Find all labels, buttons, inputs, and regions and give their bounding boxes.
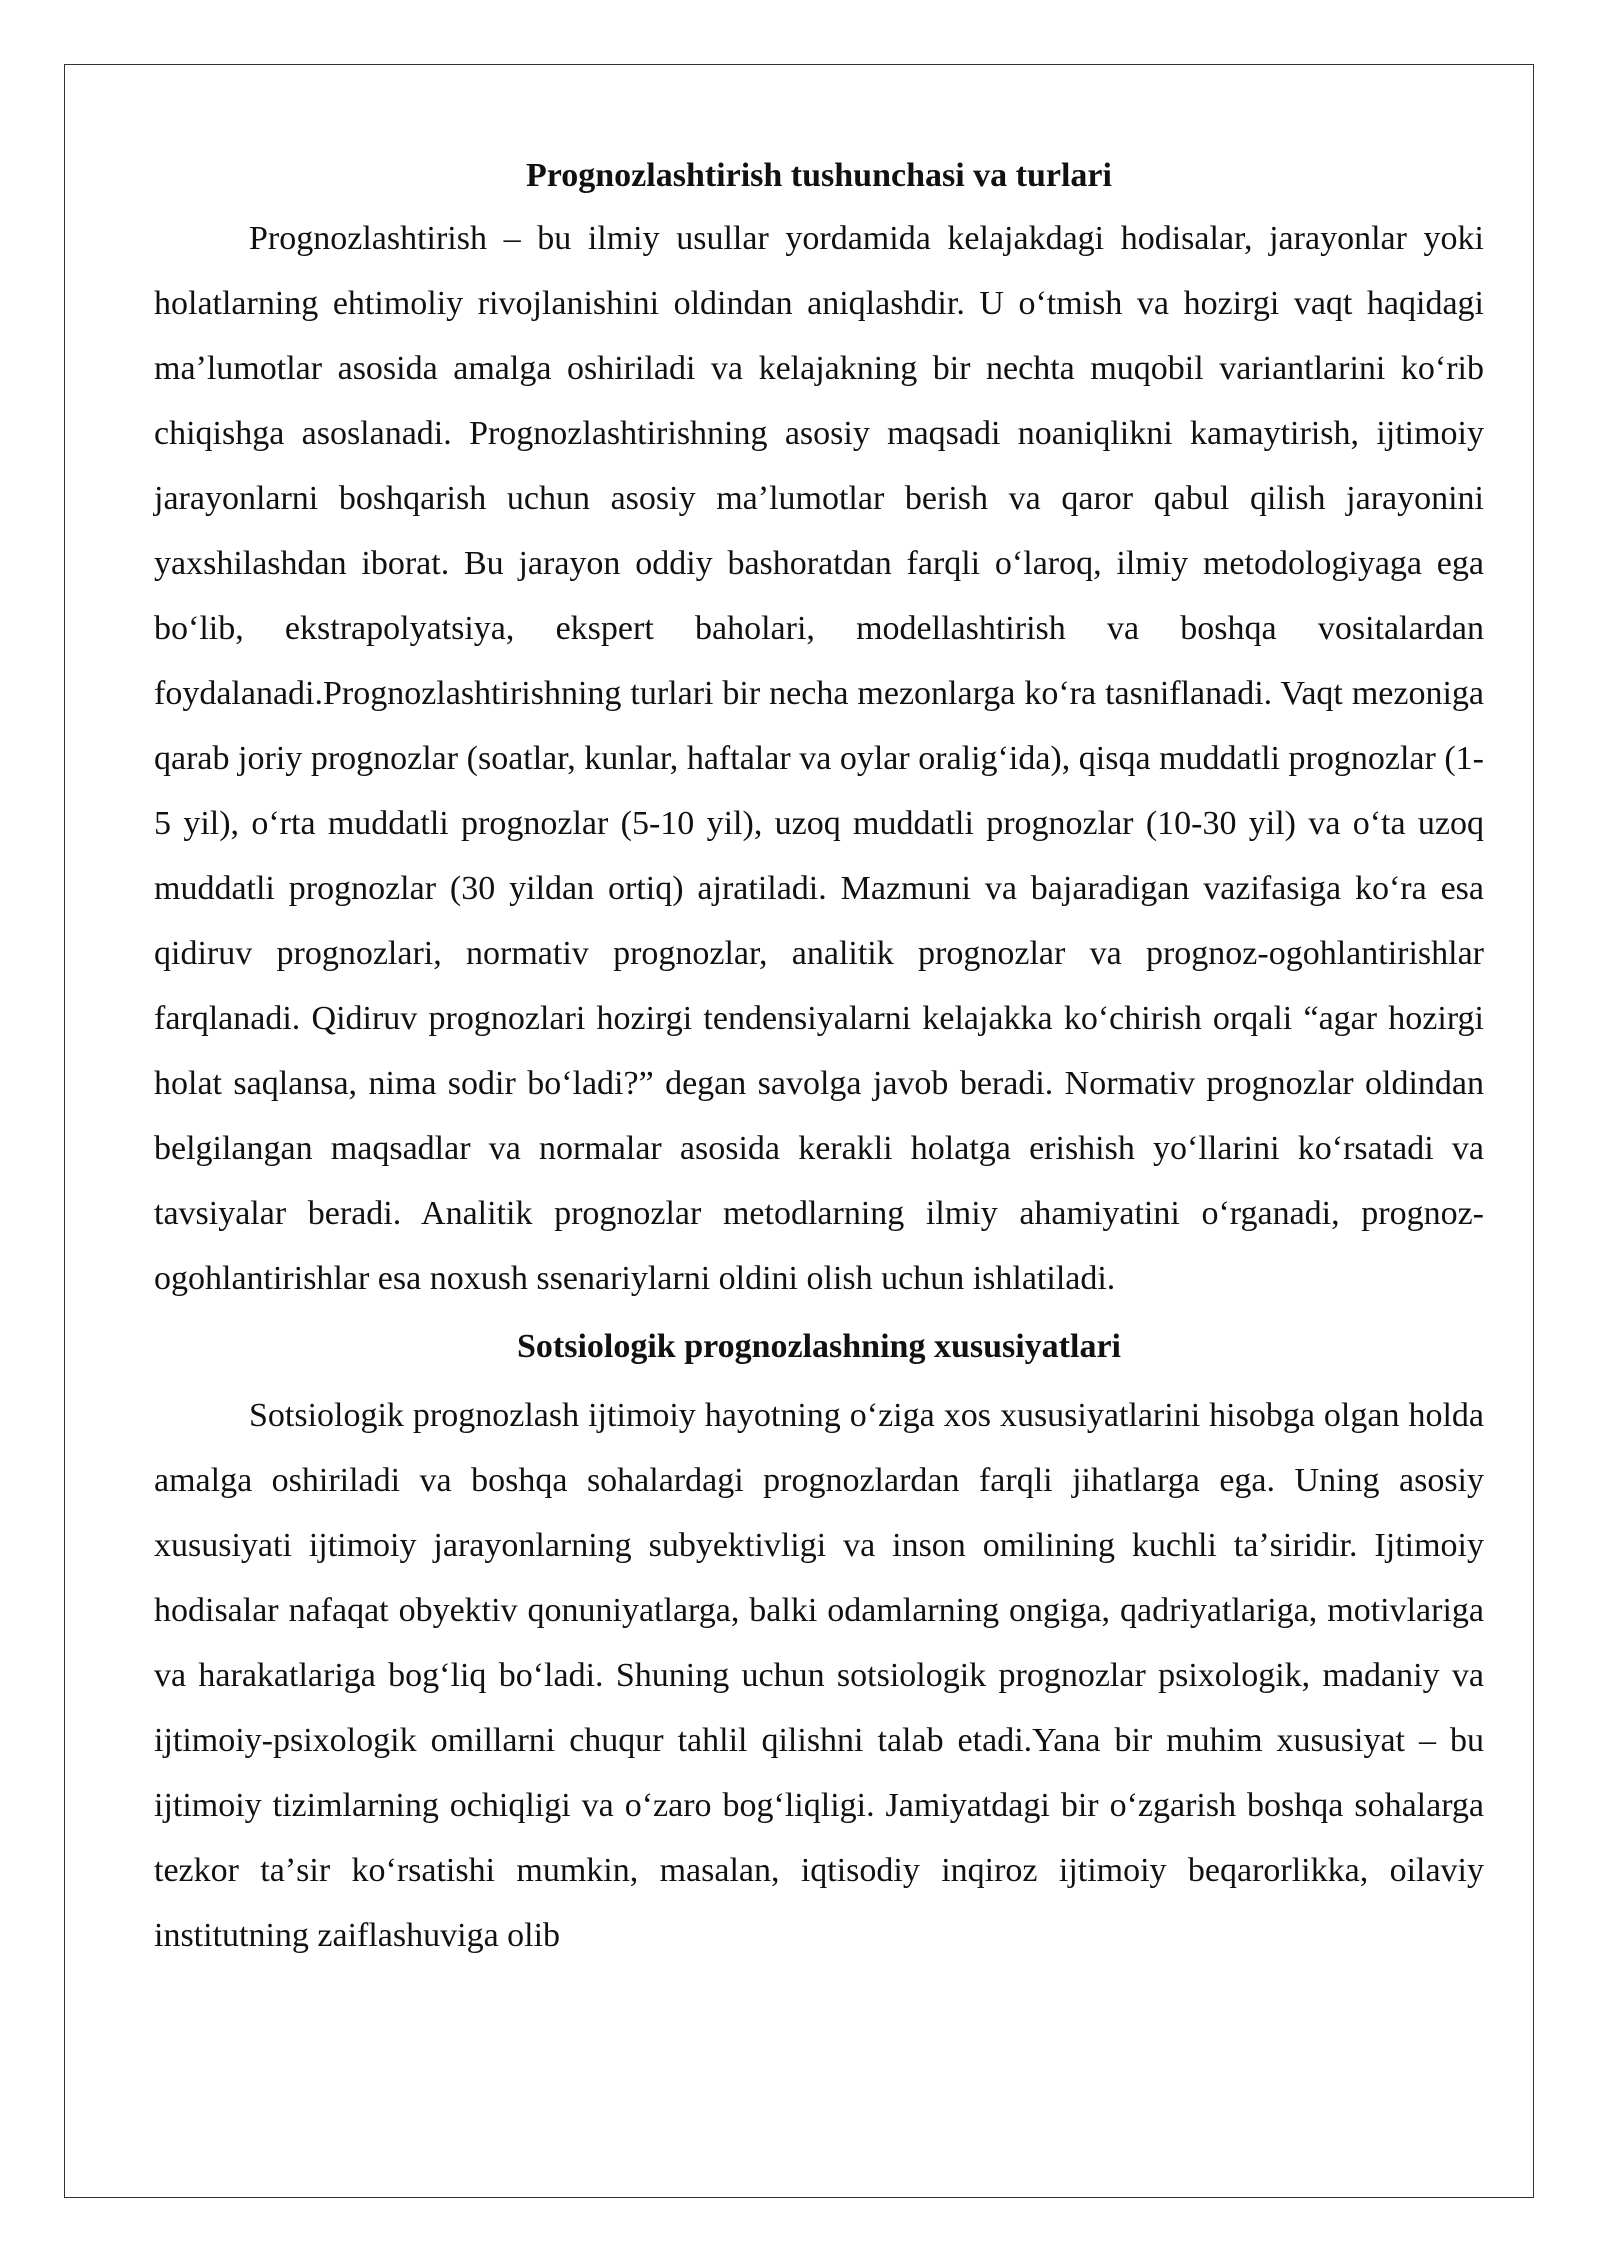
paragraph-sociological: Sotsiologik prognozlash ijtimoiy hayotning oʻziga xos xususiyatlarini hisobga olgan holda amalga oshiriladi va boshqa sohalardagi prognozlardan farqli jihatlarga ega. Uning asosiy xususiyati ijtimoiy jarayonlarning subyektivligi va inson omilining kuchli taʼsiridir. Ijtimoiy hodisalar nafaqat obyektiv qonuniyatlarga, balki odamlarning ongiga, qadriyatlariga, motivlariga va harakatlariga bogʻliq boʻladi. Shuning uchun sotsiologik prognozlar psixologik, madaniy va ijtimoiy-psixologik omillarni chuqur tahlil qilishni talab etadi.Yana bir muhim xususiyat – bu ijtimoiy tizimlarning ochiqligi va oʻzaro bogʻliqligi. Jamiyatdagi bir oʻzgarish boshqa sohalarga tezkor taʼsir koʻrsatishi mumkin, masalan, iqtisodiy inqiroz ijtimoiy beqarorlikka, oilaviy institutning zaiflashuviga olib: [154, 1397, 1484, 1954]
section-heading-forecasting: Prognozlashtirish tushunchasi va turlari: [526, 157, 1112, 194]
document-body: [154, 150, 1484, 1968]
paragraph-forecasting: Prognozlashtirish – bu ilmiy usullar yordamida kelajakdagi hodisalar, jarayonlar yoki holatlarning ehtimoliy rivojlanishini oldindan aniqlashdir. U oʻtmish va hozirgi vaqt haqidagi maʼlumotlar asosida amalga oshiriladi va kelajakning bir nechta muqobil variantlarini koʻrib chiqishga asoslanadi. Prognozlashtirishning asosiy maqsadi noaniqlikni kamaytirish, ijtimoiy jarayonlarni boshqarish uchun asosiy maʼlumotlar berish va qaror qabul qilish jarayonini yaxshilashdan iborat. Bu jarayon oddiy bashoratdan farqli oʻlaroq, ilmiy metodologiyaga ega boʻlib, ekstrapolyatsiya, ekspert baholari, modellashtirish va boshqa vositalardan foydalanadi.Prognozlashtirishning turlari bir necha mezonlarga koʻra tasniflanadi. Vaqt mezoniga qarab joriy prognozlar (soatlar, kunlar, haftalar va oylar oraligʻida), qisqa muddatli prognozlar (1-5 yil), oʻrta muddatli prognozlar (5-10 yil), uzoq muddatli prognozlar (10-30 yil) va oʻta uzoq muddatli prognozlar (30 yildan ortiq) ajratiladi. Mazmuni va bajaradigan vazifasiga koʻra esa qidiruv prognozlari, normativ prognozlar, analitik prognozlar va prognoz-ogohlantirishlar farqlanadi. Qidiruv prognozlari hozirgi tendensiyalarni kelajakka koʻchirish orqali “agar hozirgi holat saqlansa, nima sodir boʻladi?” degan savolga javob beradi. Normativ prognozlar oldindan belgilangan maqsadlar va normalar asosida kerakli holatga erishish yoʻllarini koʻrsatadi va tavsiyalar beradi. Analitik prognozlar metodlarning ilmiy ahamiyatini oʻrganadi, prognoz-ogohlantirishlar esa noxush ssenariylarni oldini olish uchun ishlatiladi.: [154, 220, 1484, 1297]
section-heading-sociological: Sotsiologik prognozlashning xususiyatlari: [517, 1328, 1121, 1365]
